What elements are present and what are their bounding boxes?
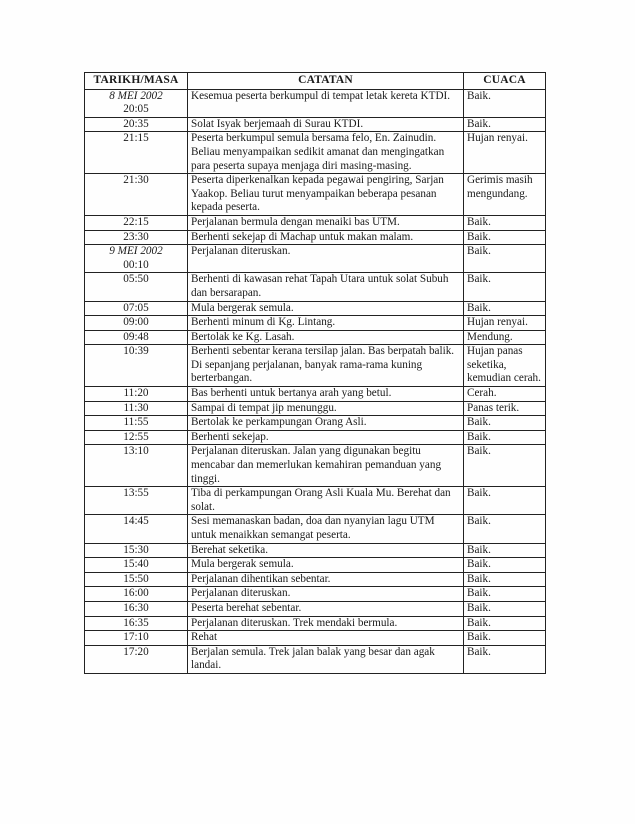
- note-cell: Berehat seketika.: [188, 543, 464, 558]
- time-cell: 05:50: [85, 273, 188, 301]
- note-cell: Bertolak ke Kg. Lasah.: [188, 330, 464, 345]
- note-cell: Mula bergerak semula.: [188, 301, 464, 316]
- time-cell: 20:35: [85, 117, 188, 132]
- weather-cell: Hujan renyai.: [464, 316, 546, 331]
- weather-cell: Baik.: [464, 572, 546, 587]
- table-row: [85, 543, 546, 558]
- time-cell: 11:20: [85, 387, 188, 402]
- table-row: [85, 645, 546, 673]
- note-cell: Sesi memanaskan badan, doa dan nyanyian lagu UTM untuk menaikkan semangat peserta.: [188, 515, 464, 543]
- time-cell: 12:55: [85, 430, 188, 445]
- time-cell: 11:30: [85, 401, 188, 416]
- time-cell: 17:10: [85, 631, 188, 646]
- note-cell: Berhenti sekejap di Machap untuk makan malam.: [188, 230, 464, 245]
- date-time-cell: [85, 89, 188, 117]
- table-row: [85, 631, 546, 646]
- note-cell: Perjalanan diteruskan. Trek mendaki bermula.: [188, 616, 464, 631]
- activity-log-table: [84, 72, 546, 674]
- note-cell: Berhenti minum di Kg. Lintang.: [188, 316, 464, 331]
- table-row: [85, 230, 546, 245]
- table-row: [85, 445, 546, 487]
- weather-cell: Baik.: [464, 631, 546, 646]
- weather-cell: Baik.: [464, 430, 546, 445]
- header-notes: CATATAN: [188, 73, 464, 90]
- weather-cell: Baik.: [464, 245, 546, 273]
- note-cell: Rehat: [188, 631, 464, 646]
- note-cell: Bas berhenti untuk bertanya arah yang betul.: [188, 387, 464, 402]
- note-cell: Peserta berkumpul semula bersama felo, En. Zainudin. Beliau menyampaikan sedikit amanat dan mengingatkan para peserta supaya menjaga diri masing-masing.: [188, 132, 464, 174]
- table-row: [85, 387, 546, 402]
- date-time-cell: [85, 245, 188, 273]
- table-row: [85, 401, 546, 416]
- header-date-time: TARIKH/MASA: [85, 73, 188, 90]
- time-cell: 14:45: [85, 515, 188, 543]
- time-cell: 09:48: [85, 330, 188, 345]
- date-label: 9 MEI 2002: [109, 245, 163, 258]
- time-cell: 15:30: [85, 543, 188, 558]
- weather-cell: Baik.: [464, 215, 546, 230]
- weather-cell: Mendung.: [464, 330, 546, 345]
- table-row: [85, 132, 546, 174]
- time-cell: 16:35: [85, 616, 188, 631]
- table-row: [85, 89, 546, 117]
- weather-cell: Cerah.: [464, 387, 546, 402]
- note-cell: Perjalanan dihentikan sebentar.: [188, 572, 464, 587]
- table-row: [85, 487, 546, 515]
- time-cell: 13:10: [85, 445, 188, 487]
- weather-cell: Baik.: [464, 487, 546, 515]
- note-cell: Berjalan semula. Trek jalan balak yang besar dan agak landai.: [188, 645, 464, 673]
- table-row: [85, 558, 546, 573]
- table-row: [85, 616, 546, 631]
- table-row: [85, 316, 546, 331]
- table-row: [85, 572, 546, 587]
- time-cell: 09:00: [85, 316, 188, 331]
- note-cell: Tiba di perkampungan Orang Asli Kuala Mu. Berehat dan solat.: [188, 487, 464, 515]
- weather-cell: Hujan panas seketika, kemudian cerah.: [464, 345, 546, 387]
- note-cell: Perjalanan diteruskan.: [188, 587, 464, 602]
- time-cell: 15:50: [85, 572, 188, 587]
- weather-cell: Baik.: [464, 601, 546, 616]
- table-header-row: [85, 73, 546, 90]
- table-row: [85, 301, 546, 316]
- date-label: 8 MEI 2002: [109, 89, 163, 102]
- weather-cell: Baik.: [464, 587, 546, 602]
- header-weather: CUACA: [464, 73, 546, 90]
- table-row: [85, 330, 546, 345]
- note-cell: Berhenti sebentar kerana tersilap jalan. Bas berpatah balik. Di sepanjang perjalanan, banyak rama-rama kuning berterbangan.: [188, 345, 464, 387]
- weather-cell: Baik.: [464, 117, 546, 132]
- time-cell: 23:30: [85, 230, 188, 245]
- note-cell: Bertolak ke perkampungan Orang Asli.: [188, 416, 464, 431]
- weather-cell: Baik.: [464, 89, 546, 117]
- note-cell: Berhenti di kawasan rehat Tapah Utara untuk solat Subuh dan bersarapan.: [188, 273, 464, 301]
- note-cell: Berhenti sekejap.: [188, 430, 464, 445]
- weather-cell: Gerimis masih mengundang.: [464, 174, 546, 216]
- table-row: [85, 601, 546, 616]
- note-cell: Perjalanan diteruskan. Jalan yang digunakan begitu mencabar dan memerlukan kemahiran pemanduan yang tinggi.: [188, 445, 464, 487]
- time-label: 00:10: [123, 258, 149, 271]
- time-cell: 22:15: [85, 215, 188, 230]
- time-cell: 16:30: [85, 601, 188, 616]
- note-cell: Solat Isyak berjemaah di Surau KTDI.: [188, 117, 464, 132]
- note-cell: Kesemua peserta berkumpul di tempat letak kereta KTDI.: [188, 89, 464, 117]
- note-cell: Mula bergerak semula.: [188, 558, 464, 573]
- note-cell: Sampai di tempat jip menunggu.: [188, 401, 464, 416]
- time-cell: 21:15: [85, 132, 188, 174]
- table-row: [85, 345, 546, 387]
- time-cell: 21:30: [85, 174, 188, 216]
- table-row: [85, 416, 546, 431]
- note-cell: Peserta diperkenalkan kepada pegawai pengiring, Sarjan Yaakop. Beliau turut menyampaikan beberapa pesanan kepada peserta.: [188, 174, 464, 216]
- time-cell: 07:05: [85, 301, 188, 316]
- weather-cell: Baik.: [464, 416, 546, 431]
- weather-cell: Baik.: [464, 645, 546, 673]
- weather-cell: Baik.: [464, 515, 546, 543]
- note-cell: Perjalanan bermula dengan menaiki bas UTM.: [188, 215, 464, 230]
- weather-cell: Panas terik.: [464, 401, 546, 416]
- weather-cell: Baik.: [464, 543, 546, 558]
- weather-cell: Baik.: [464, 616, 546, 631]
- table-row: [85, 430, 546, 445]
- time-cell: 15:40: [85, 558, 188, 573]
- time-cell: 16:00: [85, 587, 188, 602]
- weather-cell: Baik.: [464, 445, 546, 487]
- table-row: [85, 273, 546, 301]
- time-cell: 10:39: [85, 345, 188, 387]
- weather-cell: Baik.: [464, 558, 546, 573]
- table-row: [85, 117, 546, 132]
- time-cell: 11:55: [85, 416, 188, 431]
- note-cell: Perjalanan diteruskan.: [188, 245, 464, 273]
- weather-cell: Hujan renyai.: [464, 132, 546, 174]
- time-cell: 17:20: [85, 645, 188, 673]
- weather-cell: Baik.: [464, 301, 546, 316]
- note-cell: Peserta berehat sebentar.: [188, 601, 464, 616]
- table-row: [85, 215, 546, 230]
- time-label: 20:05: [123, 103, 149, 116]
- weather-cell: Baik.: [464, 273, 546, 301]
- time-cell: 13:55: [85, 487, 188, 515]
- weather-cell: Baik.: [464, 230, 546, 245]
- table-row: [85, 174, 546, 216]
- table-row: [85, 245, 546, 273]
- table-row: [85, 515, 546, 543]
- table-row: [85, 587, 546, 602]
